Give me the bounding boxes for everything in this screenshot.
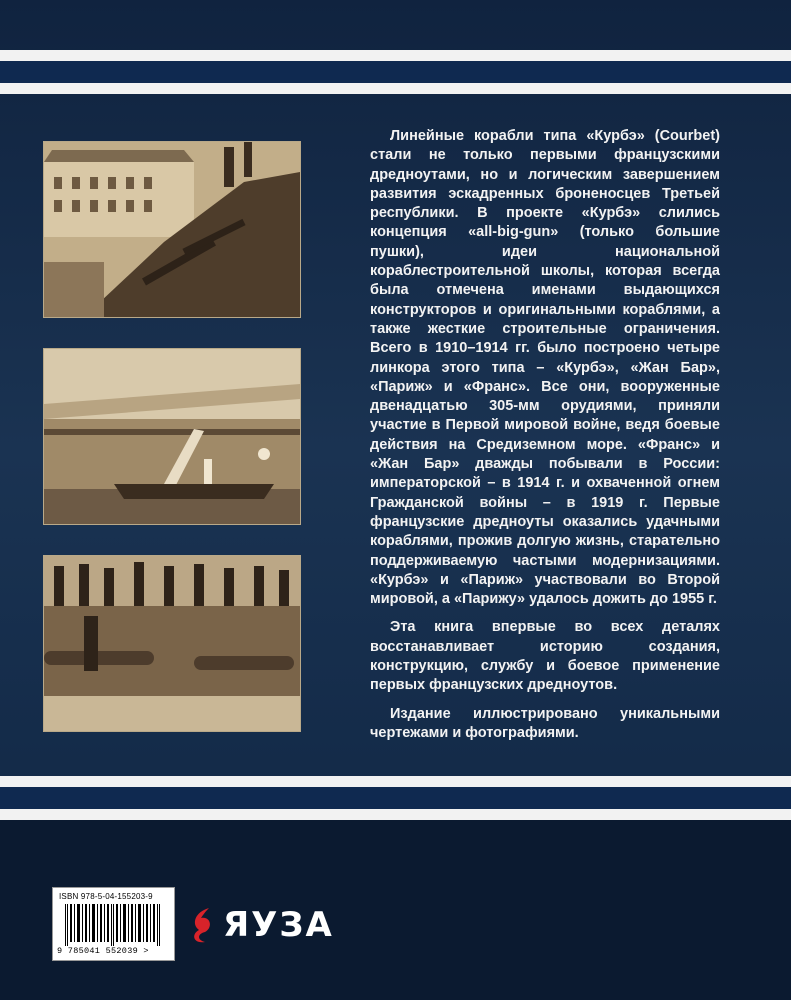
top-stripe-navy bbox=[0, 61, 791, 83]
paragraph-illustrations: Издание иллюстрировано уникальными чертежами и фотографиями. bbox=[370, 705, 720, 741]
photo-crew-deck-guns bbox=[43, 555, 301, 732]
barcode-box bbox=[52, 887, 175, 961]
bottom-stripe-white-2 bbox=[0, 809, 791, 820]
top-stripe-white-2 bbox=[0, 83, 791, 94]
photo-ship-gangway-boat bbox=[43, 348, 301, 525]
barcode-digits: 9 785041 552039 > bbox=[57, 946, 149, 956]
top-stripe-white-1 bbox=[0, 50, 791, 61]
isbn-label: ISBN 978-5-04-155203-9 bbox=[59, 892, 153, 901]
publisher-logo bbox=[187, 900, 334, 950]
publisher-name: ЯУЗА bbox=[223, 905, 334, 945]
description-text bbox=[370, 127, 720, 752]
paragraph-book-summary: Эта книга впервые во всех деталях восстанавливает историю создания, конструкцию, службу и боевое применение первых французских дредноутов. bbox=[370, 619, 720, 694]
bottom-stripe-white-1 bbox=[0, 776, 791, 787]
barcode-icon bbox=[59, 904, 167, 946]
bottom-stripe-navy bbox=[0, 787, 791, 809]
publisher-emblem-icon bbox=[187, 904, 217, 946]
paragraph-history: Линейные корабли типа «Курбэ» (Courbet) стали не только первыми французскими дредноутами, но и логическим завершением развития эскадренных броненосцев Третьей республики. В проекте «Курбэ» слились концепция «all-big-gun» (только большие пушки), идеи национальной кораблестроительной школы, которая всегда была отмечена именами выдающихся конструкторов и оригинальными кораблями, а также жесткие строительные ограничения. Всего в 1910–1914 гг. было построено четыре линкора этого типа – «Курбэ», «Жан Бар», «Париж» и «Франс». Все они, вооруженные двенадцатью 305-мм орудиями, приняли участие в Первой мировой войне, ведя боевые действия на Средиземном море. «Франс» и «Жан Бар» дважды побывали в России: императорской – в 1914 г. и охваченной огнем Гражданской войны – в 1919 г. Первые французские дредноуты оказались удачными кораблями, прожив долгую жизнь, старательно поддерживаемую частыми модернизациями. «Курбэ» и «Париж» участвовали во Второй мировой, а «Парижу» удалось дожить до 1955 г. bbox=[370, 128, 720, 608]
photo-battleship-quay bbox=[43, 141, 301, 318]
